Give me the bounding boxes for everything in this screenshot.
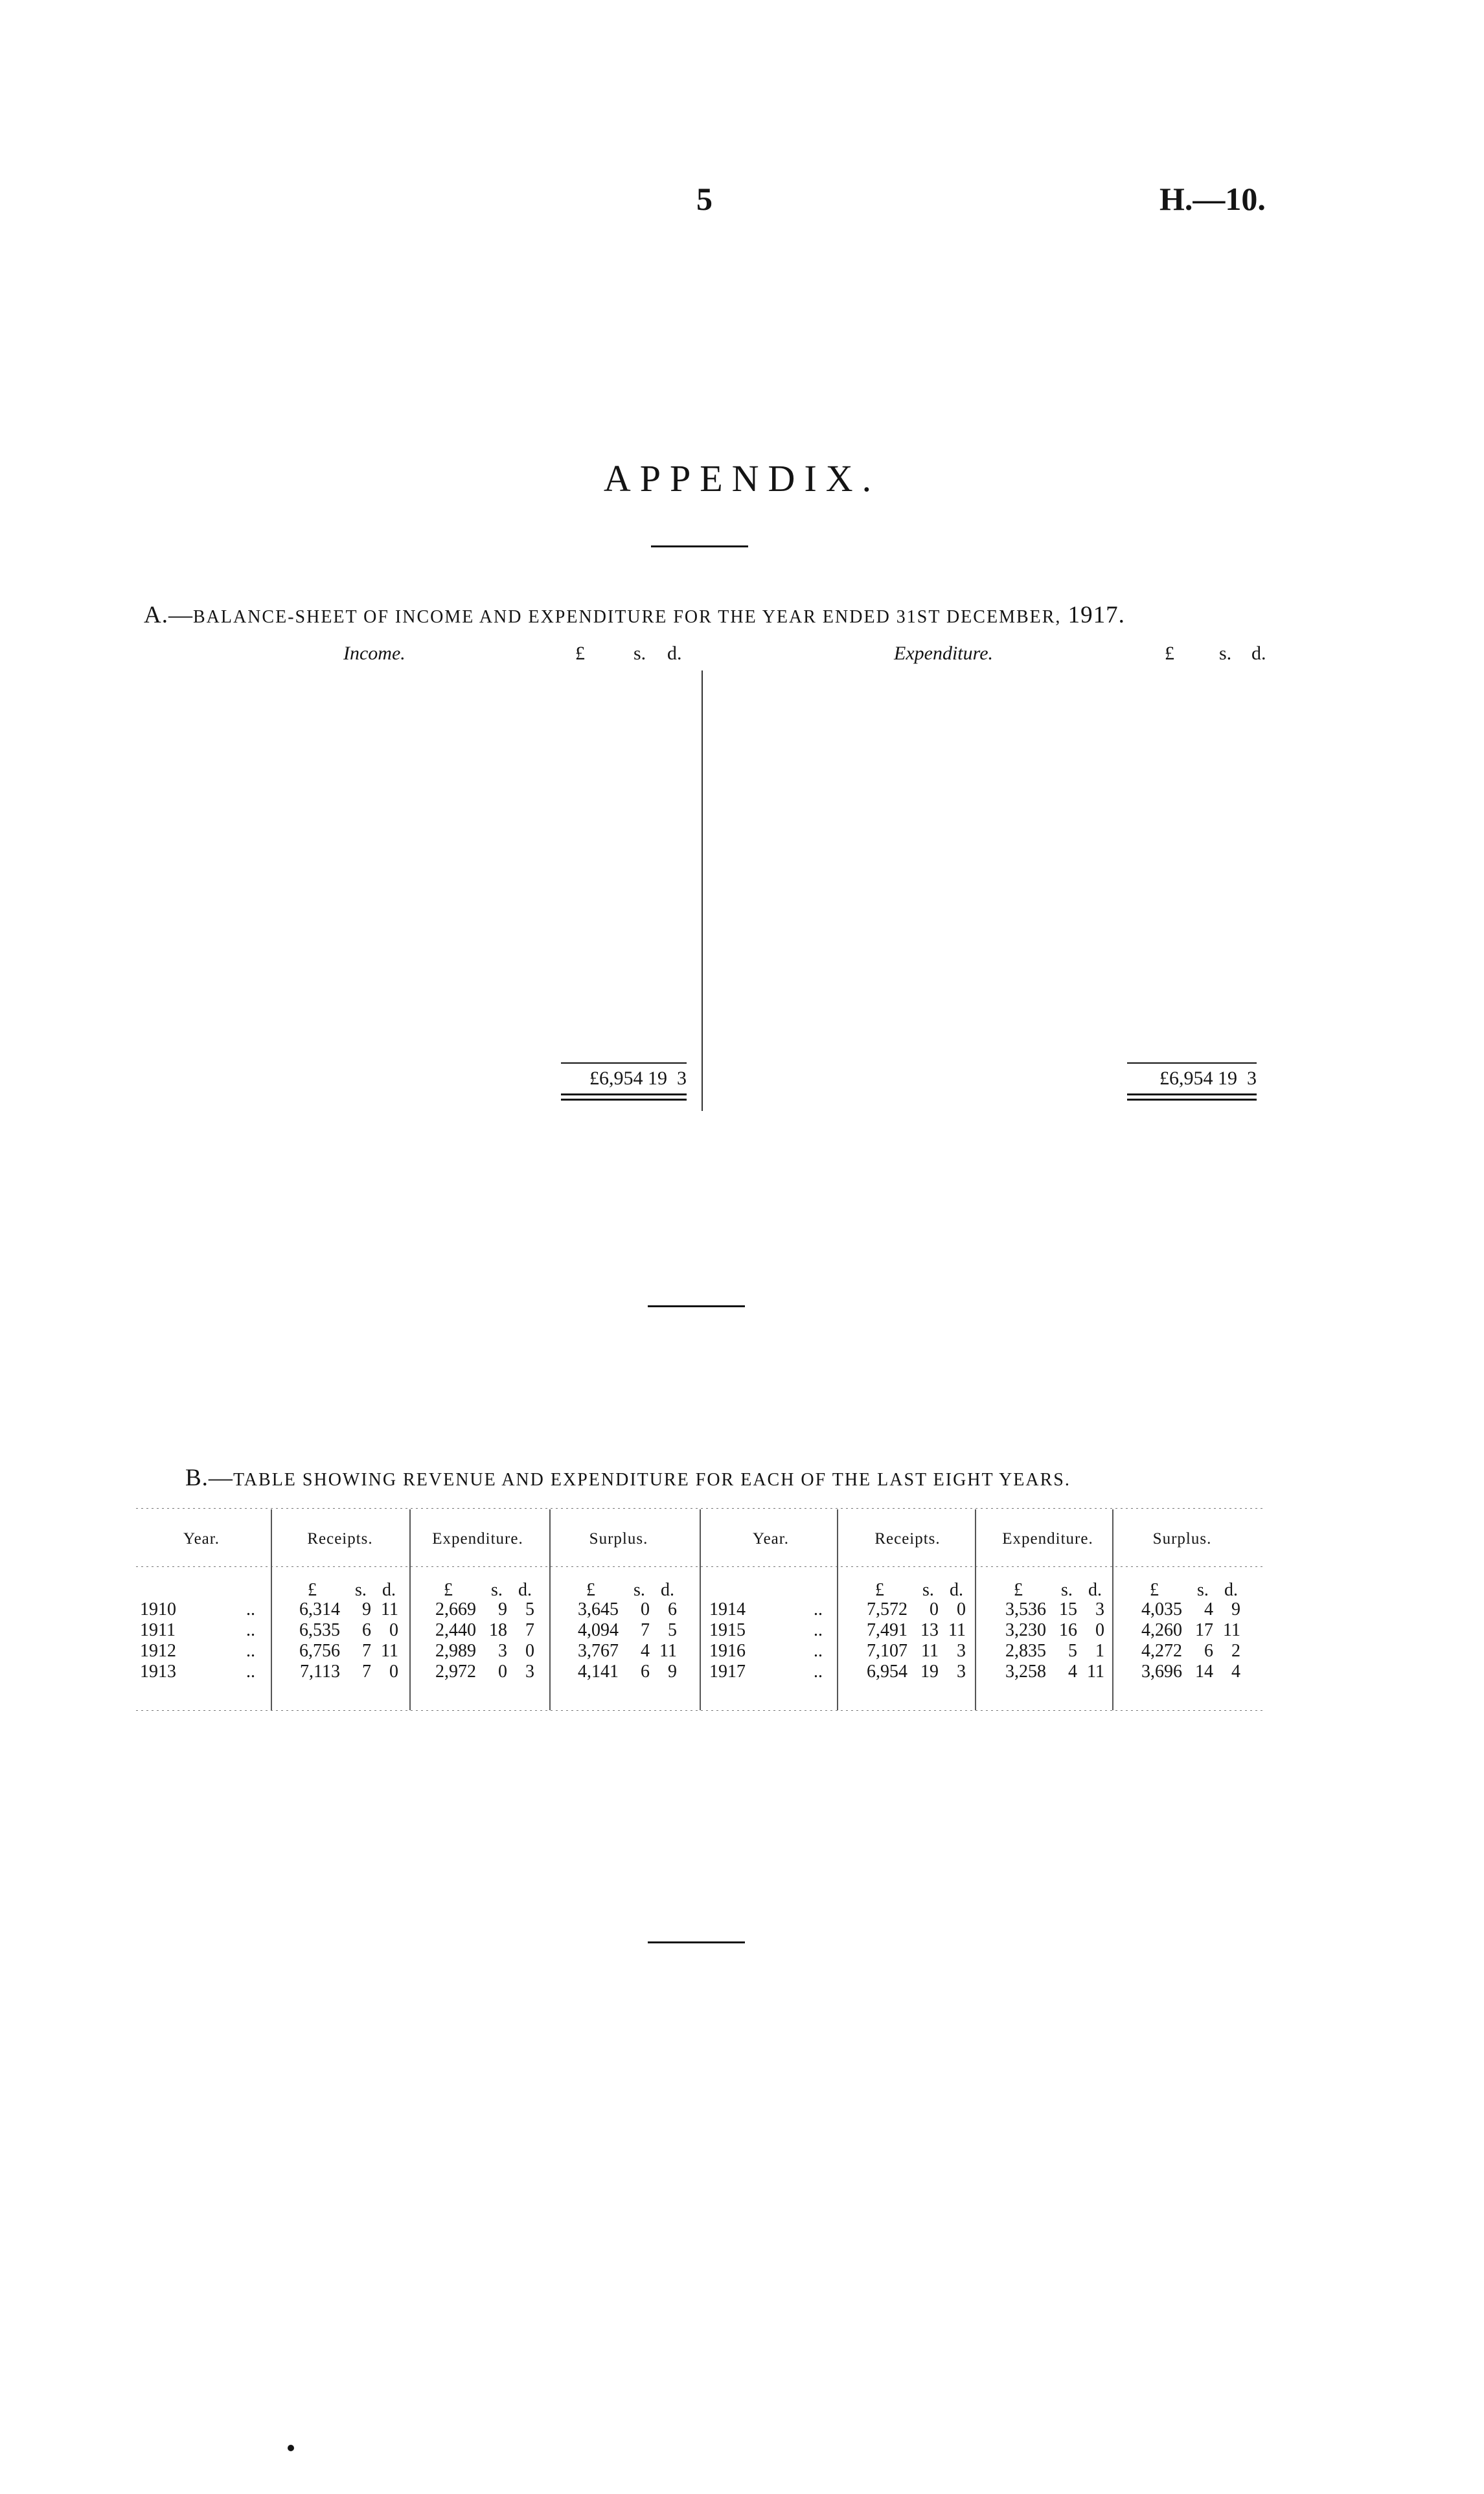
- unit-pence: d.: [950, 1580, 963, 1600]
- r-pounds-cell: 7,572: [867, 1599, 908, 1619]
- s-pence-cell: 11: [659, 1641, 677, 1661]
- r-pence-cell: 0: [389, 1662, 398, 1682]
- year-header: Year.: [753, 1530, 789, 1548]
- expenditure-row: [709, 969, 1273, 990]
- expenditure-row: [709, 758, 1273, 779]
- expenditure-row: [709, 948, 1273, 969]
- section-a-caption: [144, 601, 1125, 629]
- unit-pence: d.: [661, 1580, 674, 1600]
- s-pence-cell: 9: [1231, 1599, 1240, 1619]
- e-pounds-cell: 3,536: [1005, 1599, 1046, 1619]
- unit-pence: d.: [518, 1580, 532, 1600]
- r-shillings-cell: 9: [362, 1599, 371, 1619]
- e-pence-cell: 0: [1095, 1620, 1104, 1640]
- expenditure-total: £6,954 19 3: [1159, 1068, 1257, 1089]
- leader-dots: ..: [246, 1662, 255, 1682]
- unit-shillings: s.: [1061, 1580, 1073, 1600]
- leader-dots: ..: [246, 1599, 255, 1619]
- r-pounds-cell: 7,107: [867, 1641, 908, 1661]
- section-b-caption: [185, 1464, 1071, 1492]
- r-pence-cell: 0: [389, 1620, 398, 1640]
- s-shillings-cell: 7: [641, 1620, 650, 1640]
- expenditure-row: [709, 1012, 1273, 1033]
- e-pounds-cell: 3,230: [1005, 1620, 1046, 1640]
- e-pounds-cell: 3,258: [1005, 1662, 1046, 1682]
- unit-pounds: £: [1014, 1580, 1023, 1600]
- surplus-header: Surplus.: [589, 1530, 648, 1548]
- s-pounds-cell: 4,260: [1141, 1620, 1182, 1640]
- r-pence-cell: 3: [957, 1662, 966, 1682]
- r-pence-cell: 0: [957, 1599, 966, 1619]
- e-shillings-cell: 15: [1059, 1599, 1077, 1619]
- r-pounds-cell: 7,491: [867, 1620, 908, 1640]
- r-pence-cell: 3: [957, 1641, 966, 1661]
- e-pence-cell: 1: [1095, 1641, 1104, 1661]
- s-pounds-cell: 3,767: [578, 1641, 619, 1661]
- page-number: 5: [696, 181, 713, 217]
- e-pence-cell: 5: [525, 1599, 534, 1619]
- table-column-rule: [700, 1509, 701, 1710]
- receipts-header: Receipts.: [874, 1530, 941, 1548]
- r-shillings-cell: 6: [362, 1620, 371, 1640]
- expenditure-row: [709, 801, 1273, 821]
- unit-shillings: s.: [634, 1580, 645, 1600]
- expenditure-total-double-rule: [1127, 1093, 1257, 1101]
- unit-pounds: £: [586, 1580, 595, 1600]
- closing-rule: [648, 1941, 745, 1943]
- leader-dots: ..: [246, 1641, 255, 1661]
- unit-shillings: s.: [1197, 1580, 1209, 1600]
- s-shillings-cell: 14: [1195, 1662, 1213, 1682]
- unit-pence: d.: [382, 1580, 396, 1600]
- r-pounds-cell: 6,756: [299, 1641, 340, 1661]
- expenditure-row: [709, 674, 1273, 694]
- s-shillings-cell: 4: [1204, 1599, 1213, 1619]
- year-cell: 1916: [709, 1641, 746, 1661]
- s-shillings-cell: 4: [641, 1641, 650, 1661]
- expenditure-col-shillings: s.: [1219, 643, 1232, 664]
- year-cell: 1910: [140, 1599, 176, 1619]
- expenditure-sum-rule: [1127, 1062, 1257, 1064]
- expenditure-col-pence: d.: [1251, 643, 1266, 664]
- e-pence-cell: 3: [525, 1662, 534, 1682]
- leader-dots: ..: [814, 1620, 823, 1640]
- r-shillings-cell: 13: [920, 1620, 939, 1640]
- income-total-double-rule: [561, 1093, 687, 1101]
- e-pence-cell: 0: [525, 1641, 534, 1661]
- year-cell: 1914: [709, 1599, 746, 1619]
- leader-dots: ..: [814, 1599, 823, 1619]
- expenditure-row: [709, 695, 1273, 716]
- section-a-year: 1917.: [1067, 602, 1125, 628]
- r-pounds-cell: 7,113: [300, 1662, 340, 1682]
- r-pounds-cell: 6,314: [299, 1599, 340, 1619]
- s-shillings-cell: 6: [641, 1662, 650, 1682]
- e-shillings-cell: 4: [1068, 1662, 1077, 1682]
- year-header: Year.: [183, 1530, 220, 1548]
- title-rule: [651, 545, 748, 547]
- e-shillings-cell: 0: [498, 1662, 507, 1682]
- e-pounds-cell: 2,972: [435, 1662, 476, 1682]
- expenditure-row: [709, 906, 1273, 927]
- unit-pounds: £: [1150, 1580, 1159, 1600]
- e-shillings-cell: 3: [498, 1641, 507, 1661]
- r-shillings-cell: 19: [920, 1662, 939, 1682]
- table-bottom-rule: [136, 1710, 1263, 1711]
- appendix-title: APPENDIX.: [603, 457, 881, 499]
- receipts-header: Receipts.: [307, 1530, 373, 1548]
- expenditure-header: Expenditure.: [432, 1530, 523, 1548]
- unit-pounds: £: [875, 1580, 884, 1600]
- e-shillings-cell: 5: [1068, 1641, 1077, 1661]
- s-pence-cell: 4: [1231, 1662, 1240, 1682]
- expenditure-row: [709, 821, 1273, 842]
- surplus-header: Surplus.: [1152, 1530, 1212, 1548]
- e-shillings-cell: 9: [498, 1599, 507, 1619]
- e-pounds-cell: 2,440: [435, 1620, 476, 1640]
- expenditure-header: Expenditure.: [1002, 1530, 1093, 1548]
- section-a-title: BALANCE-SHEET OF INCOME AND EXPENDITURE FOR THE YEAR ENDED 31ST DECEMBER,: [192, 607, 1062, 627]
- income-total: £6,954 19 3: [589, 1068, 687, 1089]
- r-pence-cell: 11: [381, 1641, 398, 1661]
- year-cell: 1911: [140, 1620, 176, 1640]
- s-pence-cell: 6: [668, 1599, 677, 1619]
- s-pence-cell: 11: [1223, 1620, 1240, 1640]
- year-cell: 1917: [709, 1662, 746, 1682]
- unit-shillings: s.: [922, 1580, 934, 1600]
- r-shillings-cell: 7: [362, 1641, 371, 1661]
- e-pence-cell: 7: [525, 1620, 534, 1640]
- s-pounds-cell: 4,035: [1141, 1599, 1182, 1619]
- s-pence-cell: 5: [668, 1620, 677, 1640]
- expenditure-row: [709, 864, 1273, 884]
- s-shillings-cell: 0: [641, 1599, 650, 1619]
- expenditure-row: [709, 716, 1273, 737]
- expenditure-row: [709, 843, 1273, 864]
- e-pence-cell: 11: [1087, 1662, 1104, 1682]
- expenditure-row: [709, 737, 1273, 758]
- income-row: [144, 737, 706, 758]
- income-col-pence: d.: [667, 643, 682, 664]
- income-heading: Income.: [343, 643, 405, 664]
- expenditure-row: [709, 1033, 1273, 1053]
- r-pence-cell: 11: [381, 1599, 398, 1619]
- unit-pence: d.: [1088, 1580, 1102, 1600]
- e-pounds-cell: 2,669: [435, 1599, 476, 1619]
- unit-pence: d.: [1224, 1580, 1238, 1600]
- income-sum-rule: [561, 1062, 687, 1064]
- r-pounds-cell: 6,954: [867, 1662, 908, 1682]
- unit-pounds: £: [308, 1580, 317, 1600]
- expenditure-col-pounds: £: [1165, 643, 1174, 664]
- section-rule: [648, 1305, 745, 1307]
- r-shillings-cell: 7: [362, 1662, 371, 1682]
- income-col-pounds: £: [575, 643, 585, 664]
- unit-pounds: £: [444, 1580, 453, 1600]
- expenditure-row: [709, 927, 1273, 948]
- section-b-prefix: B.—: [185, 1465, 233, 1491]
- income-row: [144, 674, 706, 694]
- leader-dots: ..: [246, 1620, 255, 1640]
- s-pence-cell: 2: [1231, 1641, 1240, 1661]
- e-pounds-cell: 2,989: [435, 1641, 476, 1661]
- income-col-shillings: s.: [634, 643, 646, 664]
- s-pounds-cell: 3,696: [1141, 1662, 1182, 1682]
- unit-shillings: s.: [355, 1580, 367, 1600]
- r-shillings-cell: 11: [921, 1641, 939, 1661]
- e-shillings-cell: 16: [1059, 1620, 1077, 1640]
- s-pounds-cell: 4,272: [1141, 1641, 1182, 1661]
- table-top-rule: [136, 1508, 1263, 1509]
- leader-dots: ..: [814, 1662, 823, 1682]
- section-a-prefix: A.—: [144, 602, 193, 628]
- year-cell: 1915: [709, 1620, 746, 1640]
- income-row: [144, 695, 706, 716]
- s-shillings-cell: 6: [1204, 1641, 1213, 1661]
- s-shillings-cell: 17: [1195, 1620, 1213, 1640]
- table-column-rule: [837, 1509, 838, 1710]
- leader-dots: ..: [814, 1641, 823, 1661]
- expenditure-row: [709, 885, 1273, 906]
- s-pounds-cell: 4,141: [578, 1662, 619, 1682]
- e-pounds-cell: 2,835: [1005, 1641, 1046, 1661]
- e-pence-cell: 3: [1095, 1599, 1104, 1619]
- section-b-title: TABLE SHOWING REVENUE AND EXPENDITURE FOR EACH OF THE LAST EIGHT YEARS.: [233, 1470, 1071, 1490]
- margin-dot: [288, 2445, 294, 2451]
- year-cell: 1913: [140, 1662, 176, 1682]
- year-cell: 1912: [140, 1641, 176, 1661]
- s-pence-cell: 9: [668, 1662, 677, 1682]
- s-pounds-cell: 3,645: [578, 1599, 619, 1619]
- r-shillings-cell: 0: [930, 1599, 939, 1619]
- s-pounds-cell: 4,094: [578, 1620, 619, 1640]
- e-shillings-cell: 18: [489, 1620, 507, 1640]
- r-pence-cell: 11: [948, 1620, 966, 1640]
- income-row: [144, 716, 706, 737]
- document-reference: H.—10.: [1159, 181, 1266, 217]
- r-pounds-cell: 6,535: [299, 1620, 340, 1640]
- income-row: [144, 758, 706, 779]
- unit-shillings: s.: [491, 1580, 503, 1600]
- expenditure-row: [709, 779, 1273, 800]
- expenditure-heading: Expenditure.: [894, 643, 994, 664]
- expenditure-row: [709, 990, 1273, 1011]
